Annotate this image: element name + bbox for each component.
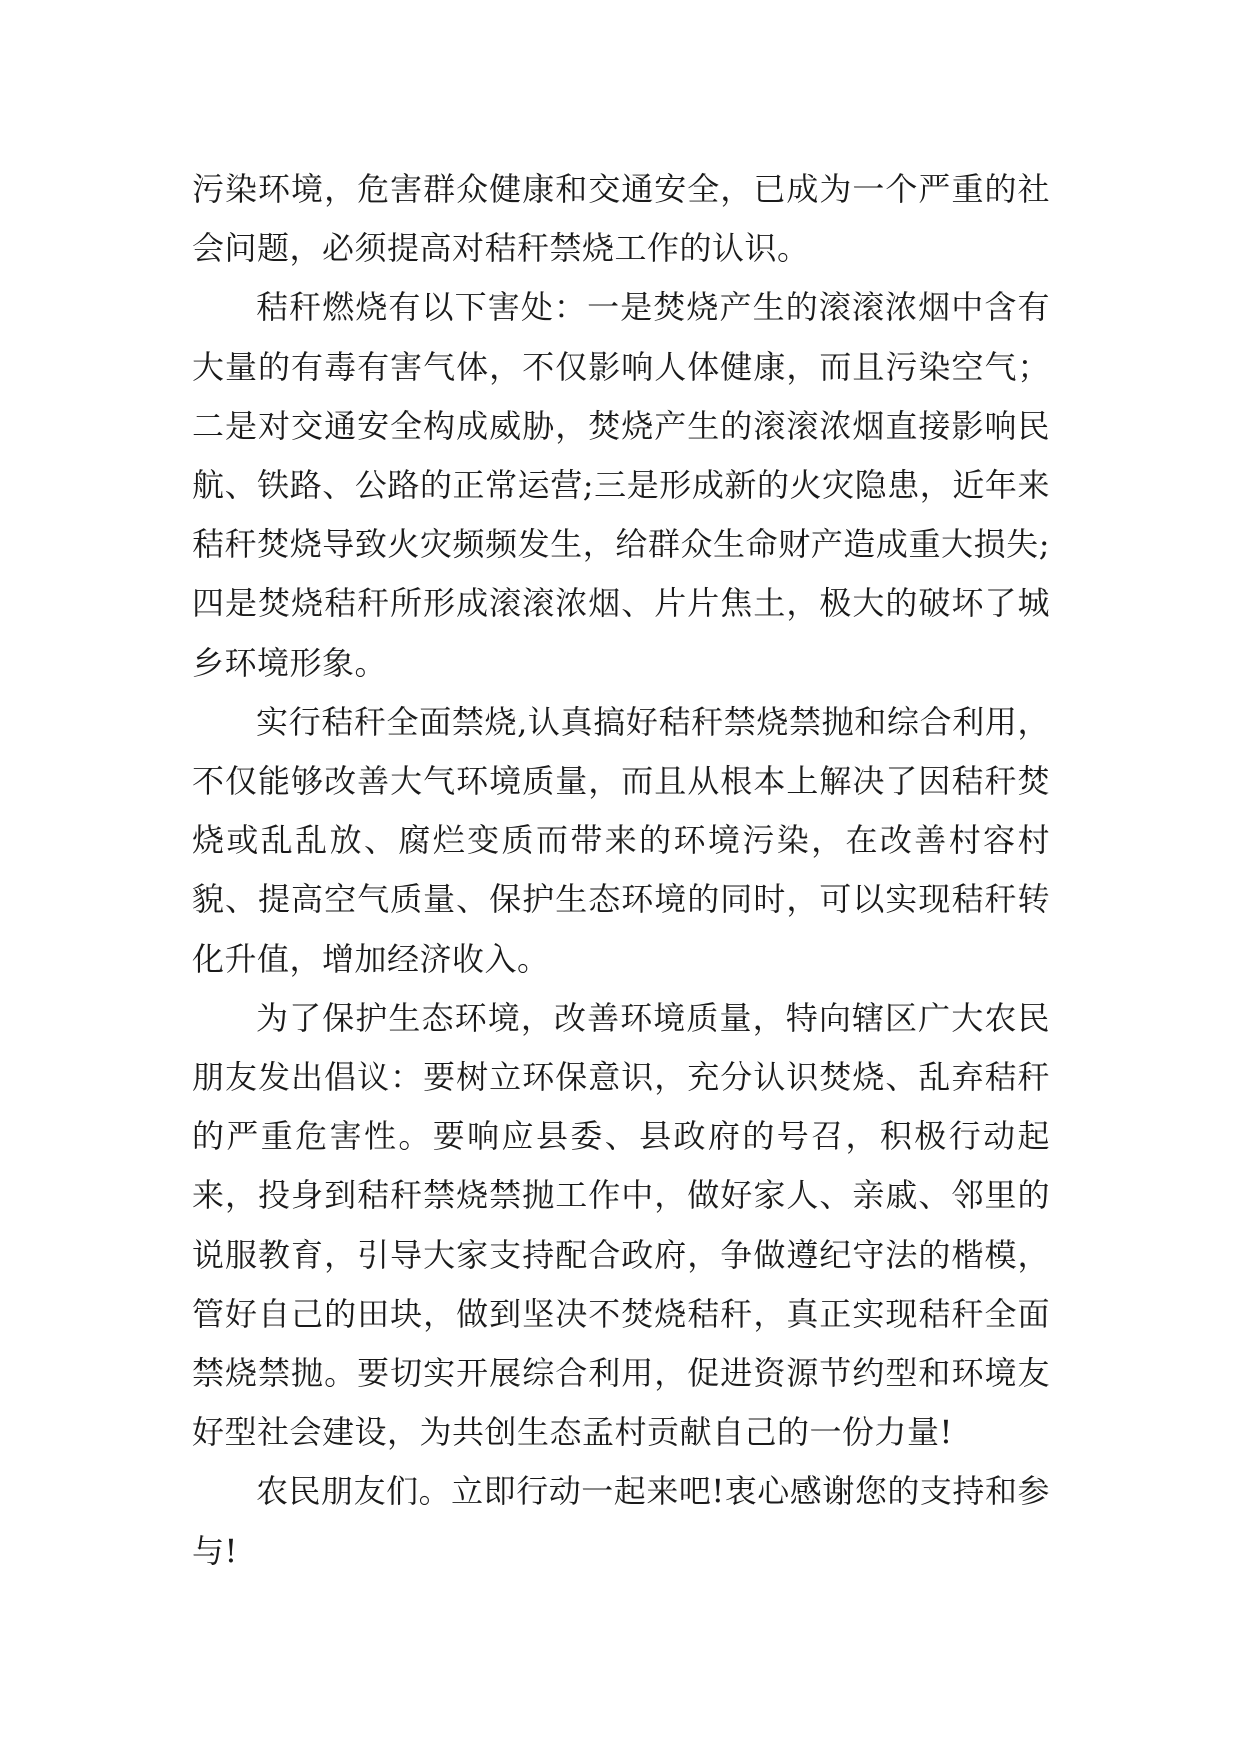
- document-body: [192, 160, 1050, 1581]
- paragraph-continuation: 污染环境，危害群众健康和交通安全，已成为一个严重的社会问题，必须提高对秸秆禁烧工作的认识。: [192, 170, 1050, 268]
- paragraph-closing: 农民朋友们。立即行动一起来吧!衷心感谢您的支持和参与!: [192, 1472, 1050, 1570]
- paragraph-harms: 秸秆燃烧有以下害处：一是焚烧产生的滚滚浓烟中含有大量的有毒有害气体，不仅影响人体健康，而且污染空气；二是对交通安全构成威胁，焚烧产生的滚滚浓烟直接影响民航、铁路、公路的正常运营;三是形成新的火灾隐患，近年来秸秆焚烧导致火灾频频发生，给群众生命财产造成重大损失;四是焚烧秸秆所形成滚滚浓烟、片片焦土，极大的破坏了城乡环境形象。: [192, 288, 1050, 682]
- paragraph-initiative: 为了保护生态环境，改善环境质量，特向辖区广大农民朋友发出倡议：要树立环保意识，充分认识焚烧、乱弃秸秆的严重危害性。要响应县委、县政府的号召，积极行动起来，投身到秸秆禁烧禁抛工作中，做好家人、亲戚、邻里的说服教育，引导大家支持配合政府，争做遵纪守法的楷模，管好自己的田块，做到坚决不焚烧秸秆，真正实现秸秆全面禁烧禁抛。要切实开展综合利用，促进资源节约型和环境友好型社会建设，为共创生态孟村贡献自己的一份力量!: [192, 998, 1050, 1452]
- paragraph-benefits: 实行秸秆全面禁烧,认真搞好秸秆禁烧禁抛和综合利用，不仅能够改善大气环境质量，而且从根本上解决了因秸秆焚烧或乱乱放、腐烂变质而带来的环境污染，在改善村容村貌、提高空气质量、保护生态环境的同时，可以实现秸秆转化升值，增加经济收入。: [192, 702, 1050, 978]
